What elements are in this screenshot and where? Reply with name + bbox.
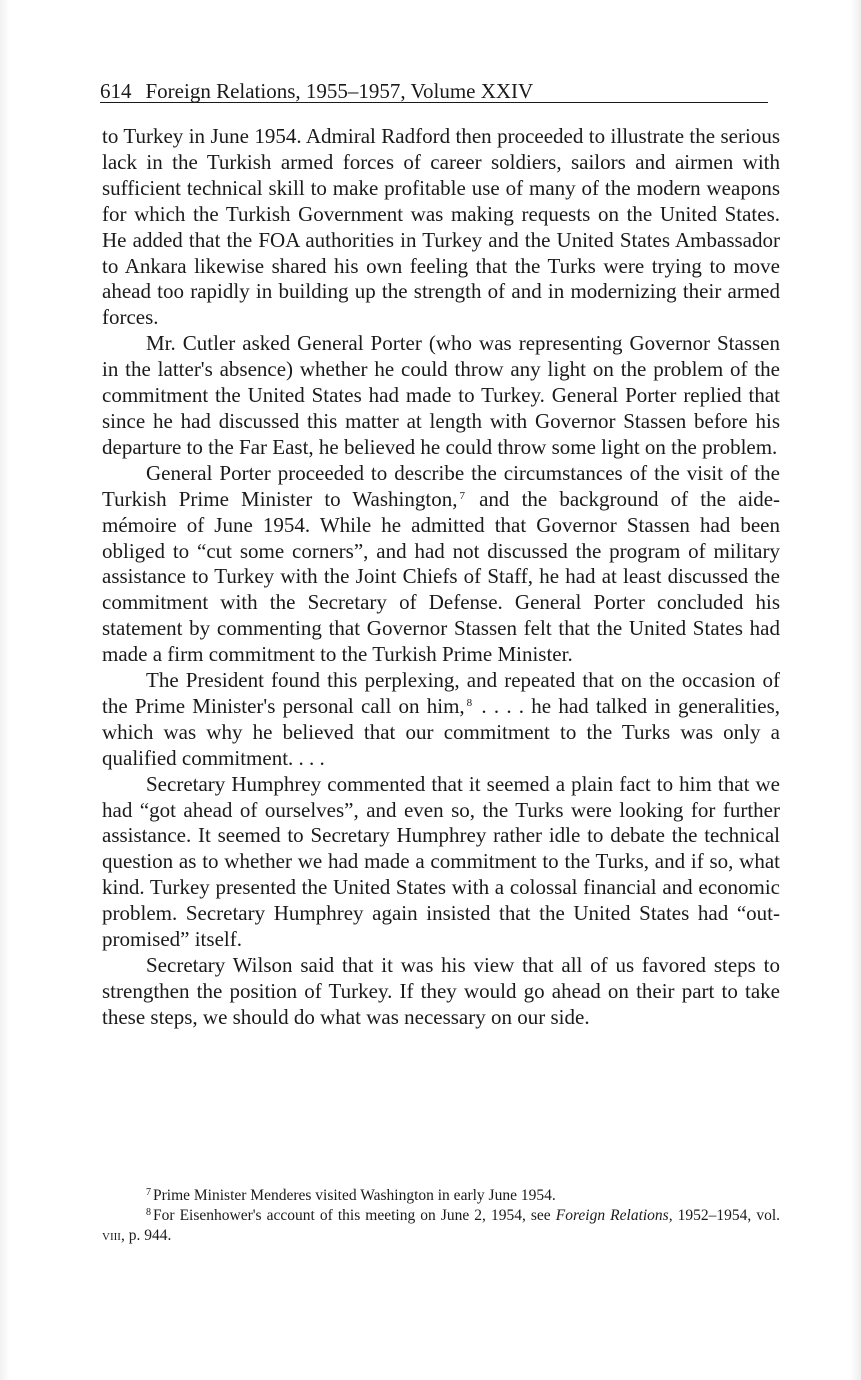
footnote: [102, 1206, 780, 1246]
footnote: [102, 1186, 780, 1206]
footnotes: [102, 1186, 780, 1246]
footnote-ref: 8: [466, 696, 473, 709]
footnote-ref: 7: [459, 489, 465, 502]
paragraph: Mr. Cutler asked General Porter (who was representing Governor Stassen in the latter's absence) whether he could throw any light on the problem of the commitment the United States had made to Turkey. General Porter replied that since he had discussed this matter at length with Governor Stassen before his departure to the Far East, he believed he could throw some light on the problem.: [102, 331, 780, 459]
page-number: 614: [100, 79, 132, 103]
running-title: Foreign Relations, 1955–1957, Volume XXIV: [145, 79, 534, 103]
paragraph: [102, 461, 780, 668]
footnote-text: , p. 944.: [120, 1227, 172, 1244]
paragraph-text: General Porter proceeded to describe the circumstances of the visit of the Turkish Prime Minister to Washington,: [102, 460, 780, 511]
paragraph: [102, 668, 780, 772]
footnote-text: 1952–1954, vol.: [677, 1207, 781, 1224]
paragraph-text: . . . . he had talked in generalities, which was why he believed that our commitment to the Turks was only a qualified commitment. . . .: [102, 693, 781, 770]
footnote-number: 7: [146, 1187, 151, 1198]
footnote-text: For Eisenhower's account of this meeting on June 2, 1954, see: [153, 1207, 551, 1224]
paragraph-text: and the background of the aide-mémoire of June 1954. While he admitted that Governor Stassen had been obliged to “cut some corners”, and had not discussed the program of military assistance to Turkey with the Joint Chiefs of Staff, he had at least discussed the commitment with the Secretary of Defense. General Porter concluded his statement by commenting that Governor Stassen felt that the United States had made a firm commitment to the Turkish Prime Minister.: [102, 486, 781, 667]
paragraph: Secretary Wilson said that it was his view that all of us favored steps to strengthen the position of Turkey. If they would go ahead on their part to take these steps, we should do what was necessary on our side.: [102, 953, 780, 1029]
footnote-volume: viii: [102, 1227, 121, 1244]
running-header: [100, 80, 768, 103]
footnote-number: 8: [146, 1207, 151, 1218]
main-text: [102, 124, 780, 1031]
footnote-italic-title: Foreign Relations,: [555, 1207, 673, 1224]
footnote-text: Prime Minister Menderes visited Washington in early June 1954.: [153, 1187, 556, 1204]
paragraph-text: The President found this perplexing, and repeated that on the occasion of the Prime Minister's personal call on him,: [102, 668, 780, 718]
paragraph: to Turkey in June 1954. Admiral Radford then proceeded to illustrate the serious lack in the Turkish armed forces of career soldiers, sailors and airmen with sufficient technical skill to make profitable use of many of the modern weapons for which the Turkish Government was making requests on the United States. He added that the FOA authorities in Turkey and the United States Ambassador to Ankara likewise shared his own feeling that the Turks were trying to move ahead too rapidly in building up the strength of and in modernizing their armed forces.: [102, 124, 780, 330]
paragraph: Secretary Humphrey commented that it seemed a plain fact to him that we had “got ahead of ourselves”, and even so, the Turks were looking for further assistance. It seemed to Secretary Humphrey rather idle to debate the technical question as to whether we had made a commitment to the Turks, and if so, what kind. Turkey presented the United States with a colossal financial and economic problem. Secretary Humphrey again insisted that the United States had “out-promised” itself.: [102, 771, 780, 952]
